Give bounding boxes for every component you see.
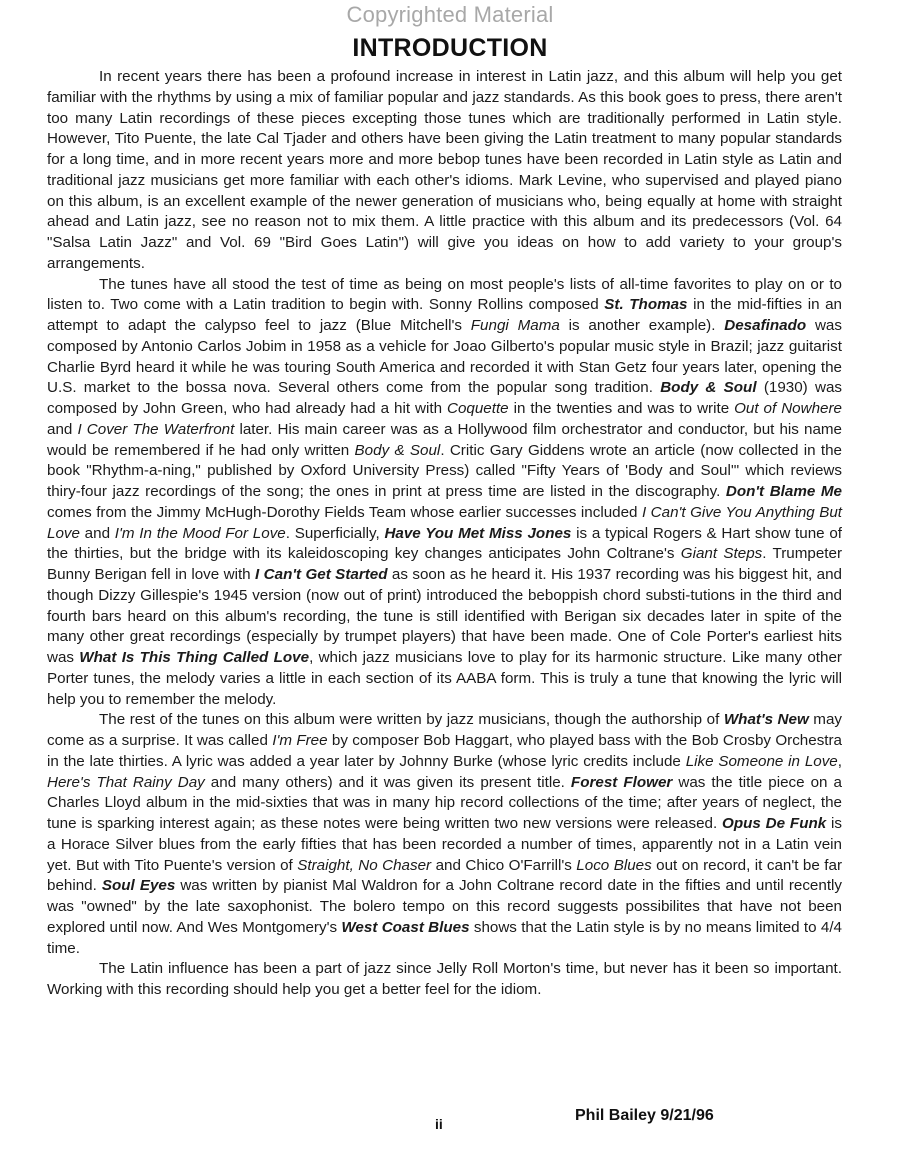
tune-title: What Is This Thing Called Love	[79, 649, 310, 666]
song-title: Coquette	[446, 400, 509, 417]
text-run: , which jazz musicians love to play for its harmonic structure. Like many other Porter tunes, the melody varies a little in each section of its AABA form. This is truly a tune that knowing the lyric will help you to remember the melody.	[47, 649, 842, 708]
text-run: comes from the Jimmy McHugh-Dorothy Fields Team whose earlier successes included	[47, 503, 642, 521]
text-run: ,	[837, 752, 842, 770]
text-run: (1930) was composed by John Green, who had already had a hit with	[47, 379, 842, 417]
song-title: Straight, No Chaser	[297, 856, 432, 874]
text-run: shows that the Latin style is by no means limited to 4/4 time.	[47, 918, 842, 957]
tune-title: Have You Met Miss Jones	[384, 524, 572, 542]
page-title: INTRODUCTION	[352, 34, 548, 62]
text-run: is another example).	[559, 317, 725, 334]
text-run: out on record, it can't be far behind.	[47, 856, 842, 895]
paragraph-3	[47, 710, 842, 959]
text-run: in the twenties and was to write	[508, 400, 735, 417]
text-run: . Critic Gary Giddens wrote an article (now collected in the book "Rhythm-a-ning," published by Oxford University Press) called "Fifty Years of 'Body and Soul'" which reviews thiry-four jazz recordings of the song; the ones in print at press time are listed in the discography.	[47, 441, 842, 500]
tune-title: Opus De Funk	[722, 815, 827, 832]
song-title: I'm In the Mood For Love	[114, 524, 286, 542]
text-run: and many others) and it was given its present title.	[204, 773, 571, 791]
author-signature: Phil Bailey 9/21/96	[575, 1107, 714, 1124]
tune-title: Don't Blame Me	[725, 483, 842, 500]
song-title: I Can't Give You Anything But Love	[47, 503, 842, 542]
text-run: and Chico O'Farrill's	[431, 856, 577, 874]
text-run: and	[47, 420, 78, 438]
text-run: The rest of the tunes on this album were written by jazz musicians, though the authorship of	[99, 711, 724, 729]
text-run: may come as a surprise. It was called	[47, 711, 842, 749]
tune-title: Body & Soul	[660, 379, 757, 397]
tune-title: Forest Flower	[570, 773, 673, 791]
song-title: Here's That Rainy Day	[47, 773, 205, 791]
tune-title: What's New	[723, 711, 809, 729]
text-run: and	[79, 524, 115, 542]
text-run: in the mid-fifties in an attempt to adapt the calypso feel to jazz (Blue Mitchell's	[47, 296, 842, 334]
text-run: was written by pianist Mal Waldron for a John Coltrane record date in the fifties and until recently was "owned" by the late saxophonist. The bolero tempo on this record suggests possibilites that have not been explored until now. And Wes Montgomery's	[47, 877, 843, 936]
song-title: Loco Blues	[576, 856, 652, 874]
page-number: ii	[435, 1116, 443, 1132]
article-body	[47, 67, 842, 1001]
song-title: Like Someone in Love	[685, 752, 838, 770]
song-title: I'm Free	[272, 732, 328, 749]
song-title: Giant Steps	[680, 545, 763, 563]
paragraph-1	[47, 67, 842, 275]
song-title: Body & Soul	[354, 441, 441, 459]
tune-title: West Coast Blues	[341, 918, 470, 936]
tune-title: Soul Eyes	[101, 877, 176, 895]
paragraph-2	[47, 275, 842, 711]
text-run: . Trumpeter Bunny Berigan fell in love with	[47, 545, 842, 583]
text-run: . Superficially,	[285, 524, 385, 542]
song-title: Fungi Mama	[470, 317, 560, 334]
text-run: later. His main career was as a Hollywood film orchestrator and conductor, but his name would be remembered if he had only written	[47, 420, 842, 459]
song-title: Out of Nowhere	[734, 400, 842, 417]
text-run: The tunes have all stood the test of time as being on most people's lists of all-time favorites to play on or to listen to. Two come with a Latin tradition to begin with. Sonny Rollins composed	[47, 275, 842, 314]
tune-title: I Can't Get Started	[255, 566, 388, 583]
text-run: is a typical Rogers & Hart show tune of the thirties, but the bridge with its kaleidoscoping key changes anticipates John Coltrane's	[47, 524, 843, 563]
text-run: as soon as he heard it. His 1937 recording was his biggest hit, and though Dizzy Gillespie's 1945 version (now out of print) introduced the beboppish chord substi-tutions in the third and fourth bars heard on this album's recording, the tune is still identified with Berigan six decades later in spite of the many other great recordings (especially by trumpet players) that have been made. One of Cole Porter's earliest hits was	[47, 566, 842, 666]
tune-title: St. Thomas	[604, 296, 688, 314]
text-run: The Latin influence has been a part of jazz since Jelly Roll Morton's time, but never has it been so important. Working with this recording should help you get a better feel for the idiom.	[47, 960, 842, 998]
text-run: In recent years there has been a profound increase in interest in Latin jazz, and this album will help you get familiar with the rhythms by using a mix of familiar popular and jazz standards. As this book goes to press, there aren't too many Latin recordings of these pieces excepting those tunes which are traditionally performed in Latin style. However, Tito Puente, the late Cal Tjader and others have been giving the Latin treatment to many popular standards for a long time, and in more recent years more and more bebop tunes have been recorded in Latin style as Latin and traditional jazz musicians get more familiar with each other's idioms. Mark Levine, who supervised and played piano on this album, is an excellent example of the newer generation of musicians who, being equally at home with straight ahead and Latin jazz, see no reason not to mix them. A little practice with this album and its predecessors (Vol. 64 "Salsa Latin Jazz" and Vol. 69 "Bird Goes Latin") will give you ideas on how to add variety to your group's arrangements.	[47, 68, 842, 272]
song-title: I Cover The Waterfront	[77, 420, 235, 438]
paragraph-4	[47, 959, 842, 1001]
text-run: was the title piece on a Charles Lloyd album in the mid-sixties that was in many hip record collections of the time; after years of neglect, the tune is sparking interest again; as these notes were being written two new versions were released.	[47, 773, 842, 832]
text-run: was composed by Antonio Carlos Jobim in 1958 as a vehicle for Joao Gilberto's popular music style in Brazil; jazz guitarist Charlie Byrd heard it while he was touring South America and recorded it with Stan Getz four years later, opening the U.S. market to the bossa nova. Several others come from the popular song tradition.	[47, 317, 842, 397]
copyright-watermark: Copyrighted Material	[346, 2, 554, 27]
text-run: by composer Bob Haggart, who played bass with the Bob Crosby Orchestra in the late thirties. A lyric was added a year later by Johnny Burke (whose lyric credits include	[47, 732, 843, 770]
tune-title: Desafinado	[724, 317, 807, 334]
text-run: is a Horace Silver blues from the early fifties that has been recorded a number of times, apparently not in a Latin vein yet. But with Tito Puente's version of	[47, 815, 843, 874]
